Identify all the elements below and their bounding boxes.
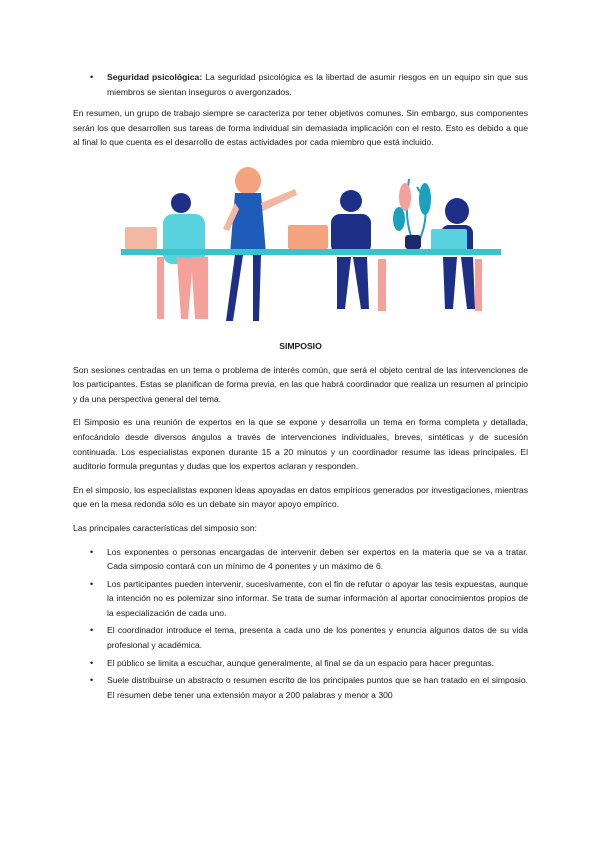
paragraph-1: Son sesiones centradas en un tema o problema de interés común, que será el objeto central de las intervenciones de los participantes. Estas se planifican de forma previa, en las que habrá coordinador que realiza un resumen al principio y da una perspectiva general del tema. xyxy=(73,364,528,404)
list-item xyxy=(73,656,528,671)
section-title: SIMPOSIO xyxy=(279,340,322,351)
bullet-icon: • xyxy=(90,657,94,668)
intro-list xyxy=(73,70,528,99)
list-item xyxy=(73,623,528,652)
table-icon xyxy=(121,249,501,255)
person-left-icon xyxy=(125,193,205,319)
laptop-icon xyxy=(288,225,328,249)
list-item-text: El coordinador introduce el tema, presenta a cada uno de los ponentes y enuncia algunos datos de su vida profesional y académica. xyxy=(107,625,528,651)
bullet-term: Seguridad psicológica: xyxy=(107,72,203,82)
features-list xyxy=(73,545,528,703)
bullet-icon: • xyxy=(90,72,94,82)
bullet-icon: • xyxy=(90,546,94,557)
summary-paragraph: En resumen, un grupo de trabajo siempre se caracteriza por tener objetivos comunes. Sin embargo, sus componentes serán los que desarrollen sus tareas de forma individual sin demasiada implicación con el resto. Esto es debido a que al final lo que cuenta es el desarrollo de estas actividades por cada miembro que está incluido. xyxy=(73,108,528,148)
illustration-svg xyxy=(73,159,528,327)
bullet-icon: • xyxy=(90,625,94,636)
list-item-text: El público se limita a escuchar, aunque generalmente, al final se da un espacio para hacer preguntas. xyxy=(107,657,494,668)
list-item xyxy=(73,577,528,621)
list-item-text: Los exponentes o personas encargadas de intervenir deben ser expertos en la materia que se va a tratar. Cada simposio contará con un mínimo de 4 ponentes y un máximo de 6. xyxy=(107,546,528,572)
bullet-icon: • xyxy=(90,578,94,589)
paragraph-3: En el simposio, los especialistas exponen ideas apoyadas en datos empíricos generados por investigaciones, mientras que en la mesa redonda sólo es un debate sin mayor apoyo empírico. xyxy=(73,484,528,510)
document-body xyxy=(73,70,528,705)
list-item xyxy=(73,70,528,99)
list-item xyxy=(73,545,528,574)
standing-presenter-icon xyxy=(223,167,297,321)
plant-icon xyxy=(393,179,431,249)
list-item-text: Los participantes pueden intervenir, sucesivamente, con el fin de refutar o apoyar las tesis expuestas, aunque la intención no es polemizar sino informar. Se trata de sumar información al aportar conocimientos propios de la especialización de cada uno. xyxy=(107,578,528,618)
paragraph-2: El Simposio es una reunión de expertos en la que se expone y desarrolla un tema en forma completa y detallada, enfocándolo desde diversos ángulos a través de intervenciones individuales, breves, sintéticas y de sucesión continuada. Los especialistas exponen durante 15 a 20 minutos y un coordinador resume las ideas principales. El auditorio formula preguntas y dudas que los expertos aclaran y responden. xyxy=(73,417,528,472)
bullet-text: La seguridad psicológica es la libertad de asumir riesgos en un equipo sin que sus miembros se sientan inseguros o avergonzados. xyxy=(107,72,528,97)
list-item xyxy=(73,673,528,702)
team-meeting-illustration xyxy=(73,159,528,327)
list-item-text: Suele distribuirse un abstracto o resumen escrito de los principales puntos que se han tratado en el simposio. El resumen debe tener una extensión mayor a 200 palabras y menor a 300 xyxy=(107,675,528,700)
bullet-icon: • xyxy=(90,675,94,686)
paragraph-4: Las principales características del simposio son: xyxy=(73,522,257,533)
